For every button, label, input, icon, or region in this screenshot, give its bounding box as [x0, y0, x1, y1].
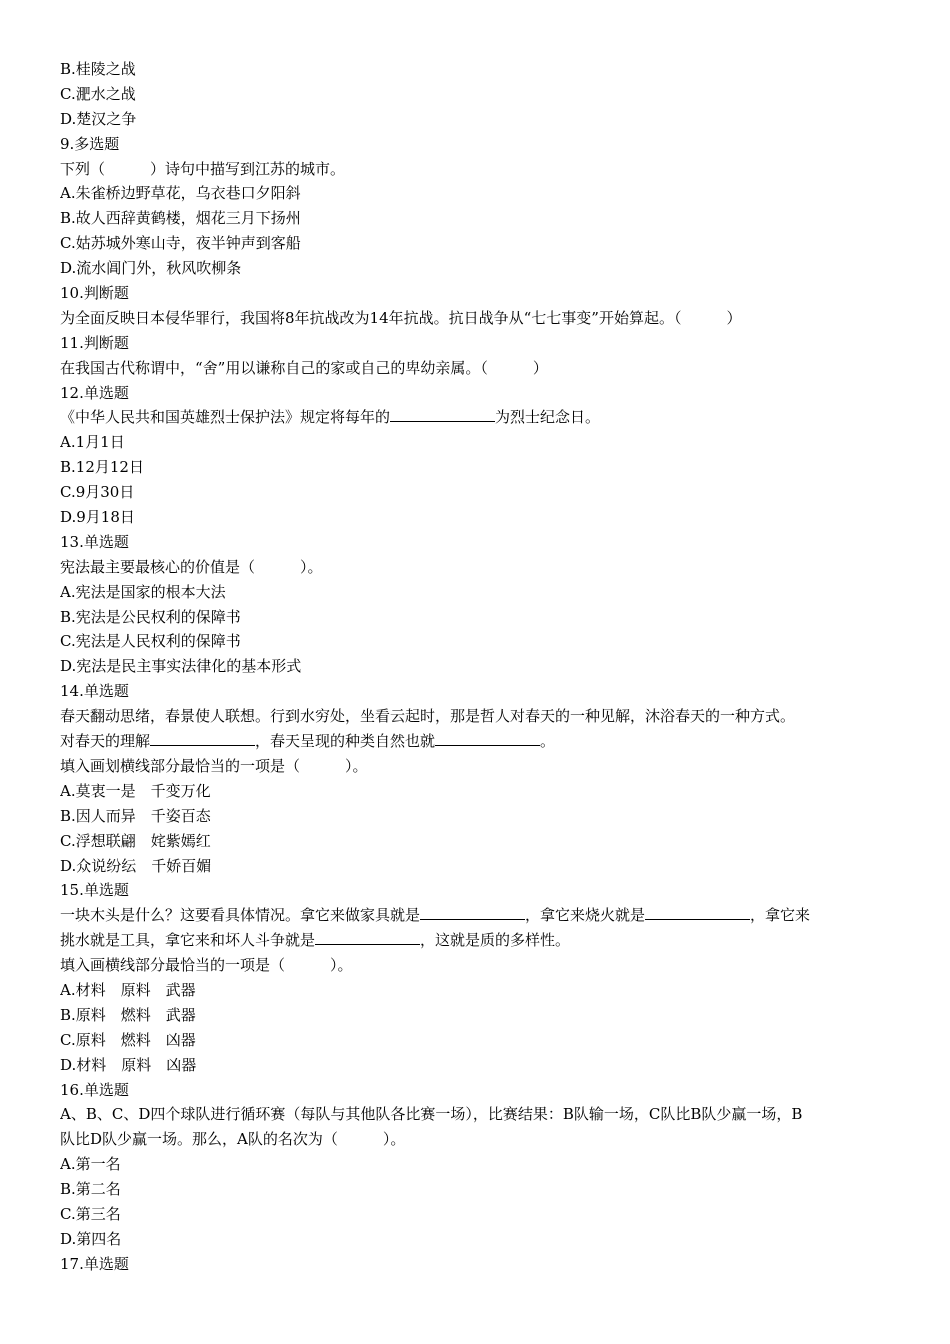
answer-blank — [150, 730, 255, 746]
q14-stem2-a: 对春天的理解 — [60, 732, 151, 751]
q15-stem2-b: ，这就是质的多样性。 — [420, 931, 571, 950]
q14-header: 14.单选题 — [60, 682, 129, 701]
answer-blank — [435, 730, 540, 746]
q16-stem-line1: A、B、C、D四个球队进行循环赛（每队与其他队各比赛一场），比赛结果：B队输一场，C队比B队少赢一场，B — [60, 1105, 803, 1124]
q15-stem1-a: 一块木头是什么？这要看具体情况。拿它来做家具就是 — [60, 906, 421, 925]
answer-blank — [420, 904, 525, 920]
q11-stem: 在我国古代称谓中，“舍”用以谦称自己的家或自己的卑幼亲属。（ ） — [60, 358, 548, 377]
q9-option-d: D.流水阊门外，秋风吹柳条 — [60, 259, 242, 278]
document-page — [60, 57, 890, 1277]
q13-header: 13.单选题 — [60, 532, 129, 551]
q15-stem1-c: ，拿它来 — [750, 906, 811, 925]
q15-header: 15.单选题 — [60, 881, 129, 900]
q8-option-c: C.淝水之战 — [60, 84, 136, 103]
q13-option-a: A.宪法是国家的根本大法 — [60, 582, 226, 601]
q14-stem2-b: ，春天呈现的种类自然也就 — [255, 732, 436, 751]
q15-stem-line1 — [60, 903, 890, 928]
q14-prompt: 填入画划横线部分最恰当的一项是（ ）。 — [60, 756, 368, 775]
q8-option-d: D.楚汉之争 — [60, 109, 137, 128]
q15-prompt: 填入画横线部分最恰当的一项是（ ）。 — [60, 956, 353, 975]
q10-header: 10.判断题 — [60, 284, 129, 303]
q15-stem-line2 — [60, 928, 890, 953]
q12-option-d: D.9月18日 — [60, 508, 135, 527]
q9-option-b: B.故人西辞黄鹤楼，烟花三月下扬州 — [60, 209, 301, 228]
q12-stem-b: 为烈士纪念日。 — [495, 408, 601, 427]
q13-option-c: C.宪法是人民权利的保障书 — [60, 632, 241, 651]
q9-option-c: C.姑苏城外寒山寺，夜半钟声到客船 — [60, 234, 301, 253]
q12-option-b: B.12月12日 — [60, 458, 144, 477]
q14-option-d: D.众说纷纭 千娇百媚 — [60, 856, 212, 875]
q16-option-a: A.第一名 — [60, 1155, 121, 1174]
q16-option-d: D.第四名 — [60, 1229, 122, 1248]
q8-option-b: B.桂陵之战 — [60, 60, 136, 78]
q9-header: 9.多选题 — [60, 134, 120, 153]
q9-stem: 下列（ ）诗句中描写到江苏的城市。 — [60, 159, 346, 178]
q12-stem-a: 《中华人民共和国英雄烈士保护法》规定将每年的 — [60, 408, 391, 427]
q14-stem2-c: 。 — [540, 732, 556, 751]
q15-option-d: D.材料 原料 凶器 — [60, 1055, 197, 1074]
q14-option-c: C.浮想联翩 姹紫嫣红 — [60, 831, 211, 850]
answer-blank — [315, 929, 420, 945]
q16-header: 16.单选题 — [60, 1080, 129, 1099]
q13-stem: 宪法最主要最核心的价值是（ ）。 — [60, 557, 323, 576]
answer-blank — [645, 904, 750, 920]
q17-header: 17.单选题 — [60, 1254, 129, 1273]
q13-option-d: D.宪法是民主事实法律化的基本形式 — [60, 657, 302, 676]
q10-stem: 为全面反映日本侵华罪行，我国将8年抗战改为14年抗战。抗日战争从“七七事变”开始算起。（ ） — [60, 308, 742, 327]
q12-option-c: C.9月30日 — [60, 483, 135, 502]
q15-stem2-a: 挑水就是工具，拿它来和坏人斗争就是 — [60, 931, 316, 950]
q16-option-b: B.第二名 — [60, 1180, 121, 1199]
q15-option-b: B.原料 燃料 武器 — [60, 1005, 196, 1024]
q9-option-a: A.朱雀桥边野草花，乌衣巷口夕阳斜 — [60, 184, 301, 203]
q11-header: 11.判断题 — [60, 333, 129, 352]
q12-header: 12.单选题 — [60, 383, 129, 402]
q14-option-a: A.莫衷一是 千变万化 — [60, 781, 211, 800]
q14-stem-line1: 春天翻动思绪，春景使人联想。行到水穷处，坐看云起时，那是哲人对春天的一种见解，沐浴春天的一种方式。 — [60, 707, 796, 726]
q15-option-c: C.原料 燃料 凶器 — [60, 1030, 196, 1049]
q15-stem1-b: ，拿它来烧火就是 — [525, 906, 646, 925]
q14-stem-line2 — [60, 729, 890, 754]
q12-stem — [60, 405, 890, 430]
q14-option-b: B.因人而异 千姿百态 — [60, 806, 211, 825]
q13-option-b: B.宪法是公民权利的保障书 — [60, 607, 241, 626]
q16-stem-line2: 队比D队少赢一场。那么，A队的名次为（ ）。 — [60, 1130, 406, 1149]
q12-option-a: A.1月1日 — [60, 433, 125, 452]
answer-blank — [390, 406, 495, 422]
q15-option-a: A.材料 原料 武器 — [60, 980, 196, 999]
q16-option-c: C.第三名 — [60, 1204, 121, 1223]
